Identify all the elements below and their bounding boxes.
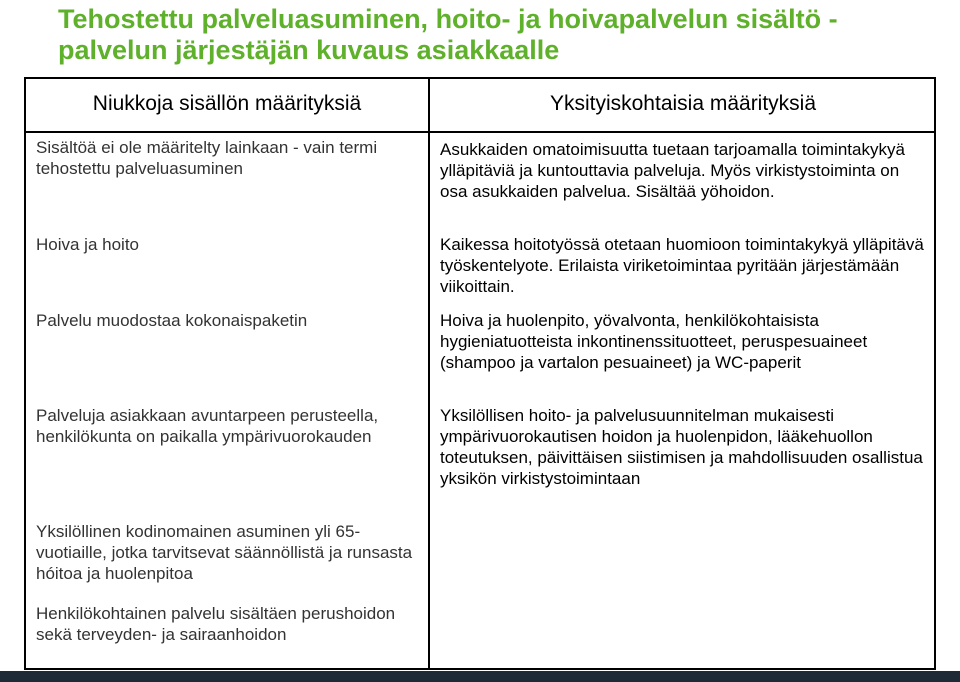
page-title: Tehostettu palveluasuminen, hoito- ja hoivapalvelun sisältö - palvelun järjestäjän kuvaus asiakkaalle	[58, 4, 838, 65]
left-column-header: Niukkoja sisällön määrityksiä	[92, 92, 362, 115]
left-item: Sisältöä ei ole määritelty lainkaan - vain termi tehostettu palveluasuminen	[36, 138, 378, 178]
left-item: Yksilöllinen kodinomainen asuminen yli 65-vuotiaille, jotka tarvitsevat säännöllistä ja runsasta hóitoa ja huolenpitoa	[36, 522, 413, 583]
right-column-header: Yksityiskohtaisia määrityksiä	[549, 92, 817, 115]
right-item: Hoiva ja huolenpito, yövalvonta, henkilökohtaisista hygieniatuotteista inkontinenssituotteet, peruspesuaineet (shampoo ja vartalon pesuaineet) ja WC-paperit	[440, 311, 868, 372]
left-item: Palveluja asiakkaan avuntarpeen perusteella, henkilökunta on paikalla ympärivuorokauden	[36, 406, 379, 446]
header-divider	[26, 131, 934, 133]
comparison-table	[24, 77, 936, 670]
left-item: Hoiva ja hoito	[36, 235, 140, 254]
column-divider	[428, 79, 430, 668]
left-item: Palvelu muodostaa kokonaispaketin	[36, 311, 308, 330]
footer-bar	[0, 671, 960, 682]
right-item: Asukkaiden omatoimisuutta tuetaan tarjoamalla toimintakykyä ylläpitäviä ja kuntouttavia palveluja. Myös virkistystoiminta on osa asukkaiden palvelua. Sisältää yöhoidon.	[440, 140, 905, 201]
left-item: Henkilökohtainen palvelu sisältäen perushoidon sekä terveyden- ja sairaanhoidon	[36, 604, 396, 644]
right-item: Kaikessa hoitotyössä otetaan huomioon toimintakykyä ylläpitävä työskentelyote. Erilaista viriketoimintaa pyritään järjestämään viikoittain.	[440, 235, 924, 296]
right-item: Yksilöllisen hoito- ja palvelusuunnitelman mukaisesti ympärivuorokautisen hoidon ja huolenpidon, lääkehuollon toteutuksen, päivittäisen siistimisen ja mahdollisuuden osallistua yksikön virkistystoimintaan	[440, 406, 923, 488]
